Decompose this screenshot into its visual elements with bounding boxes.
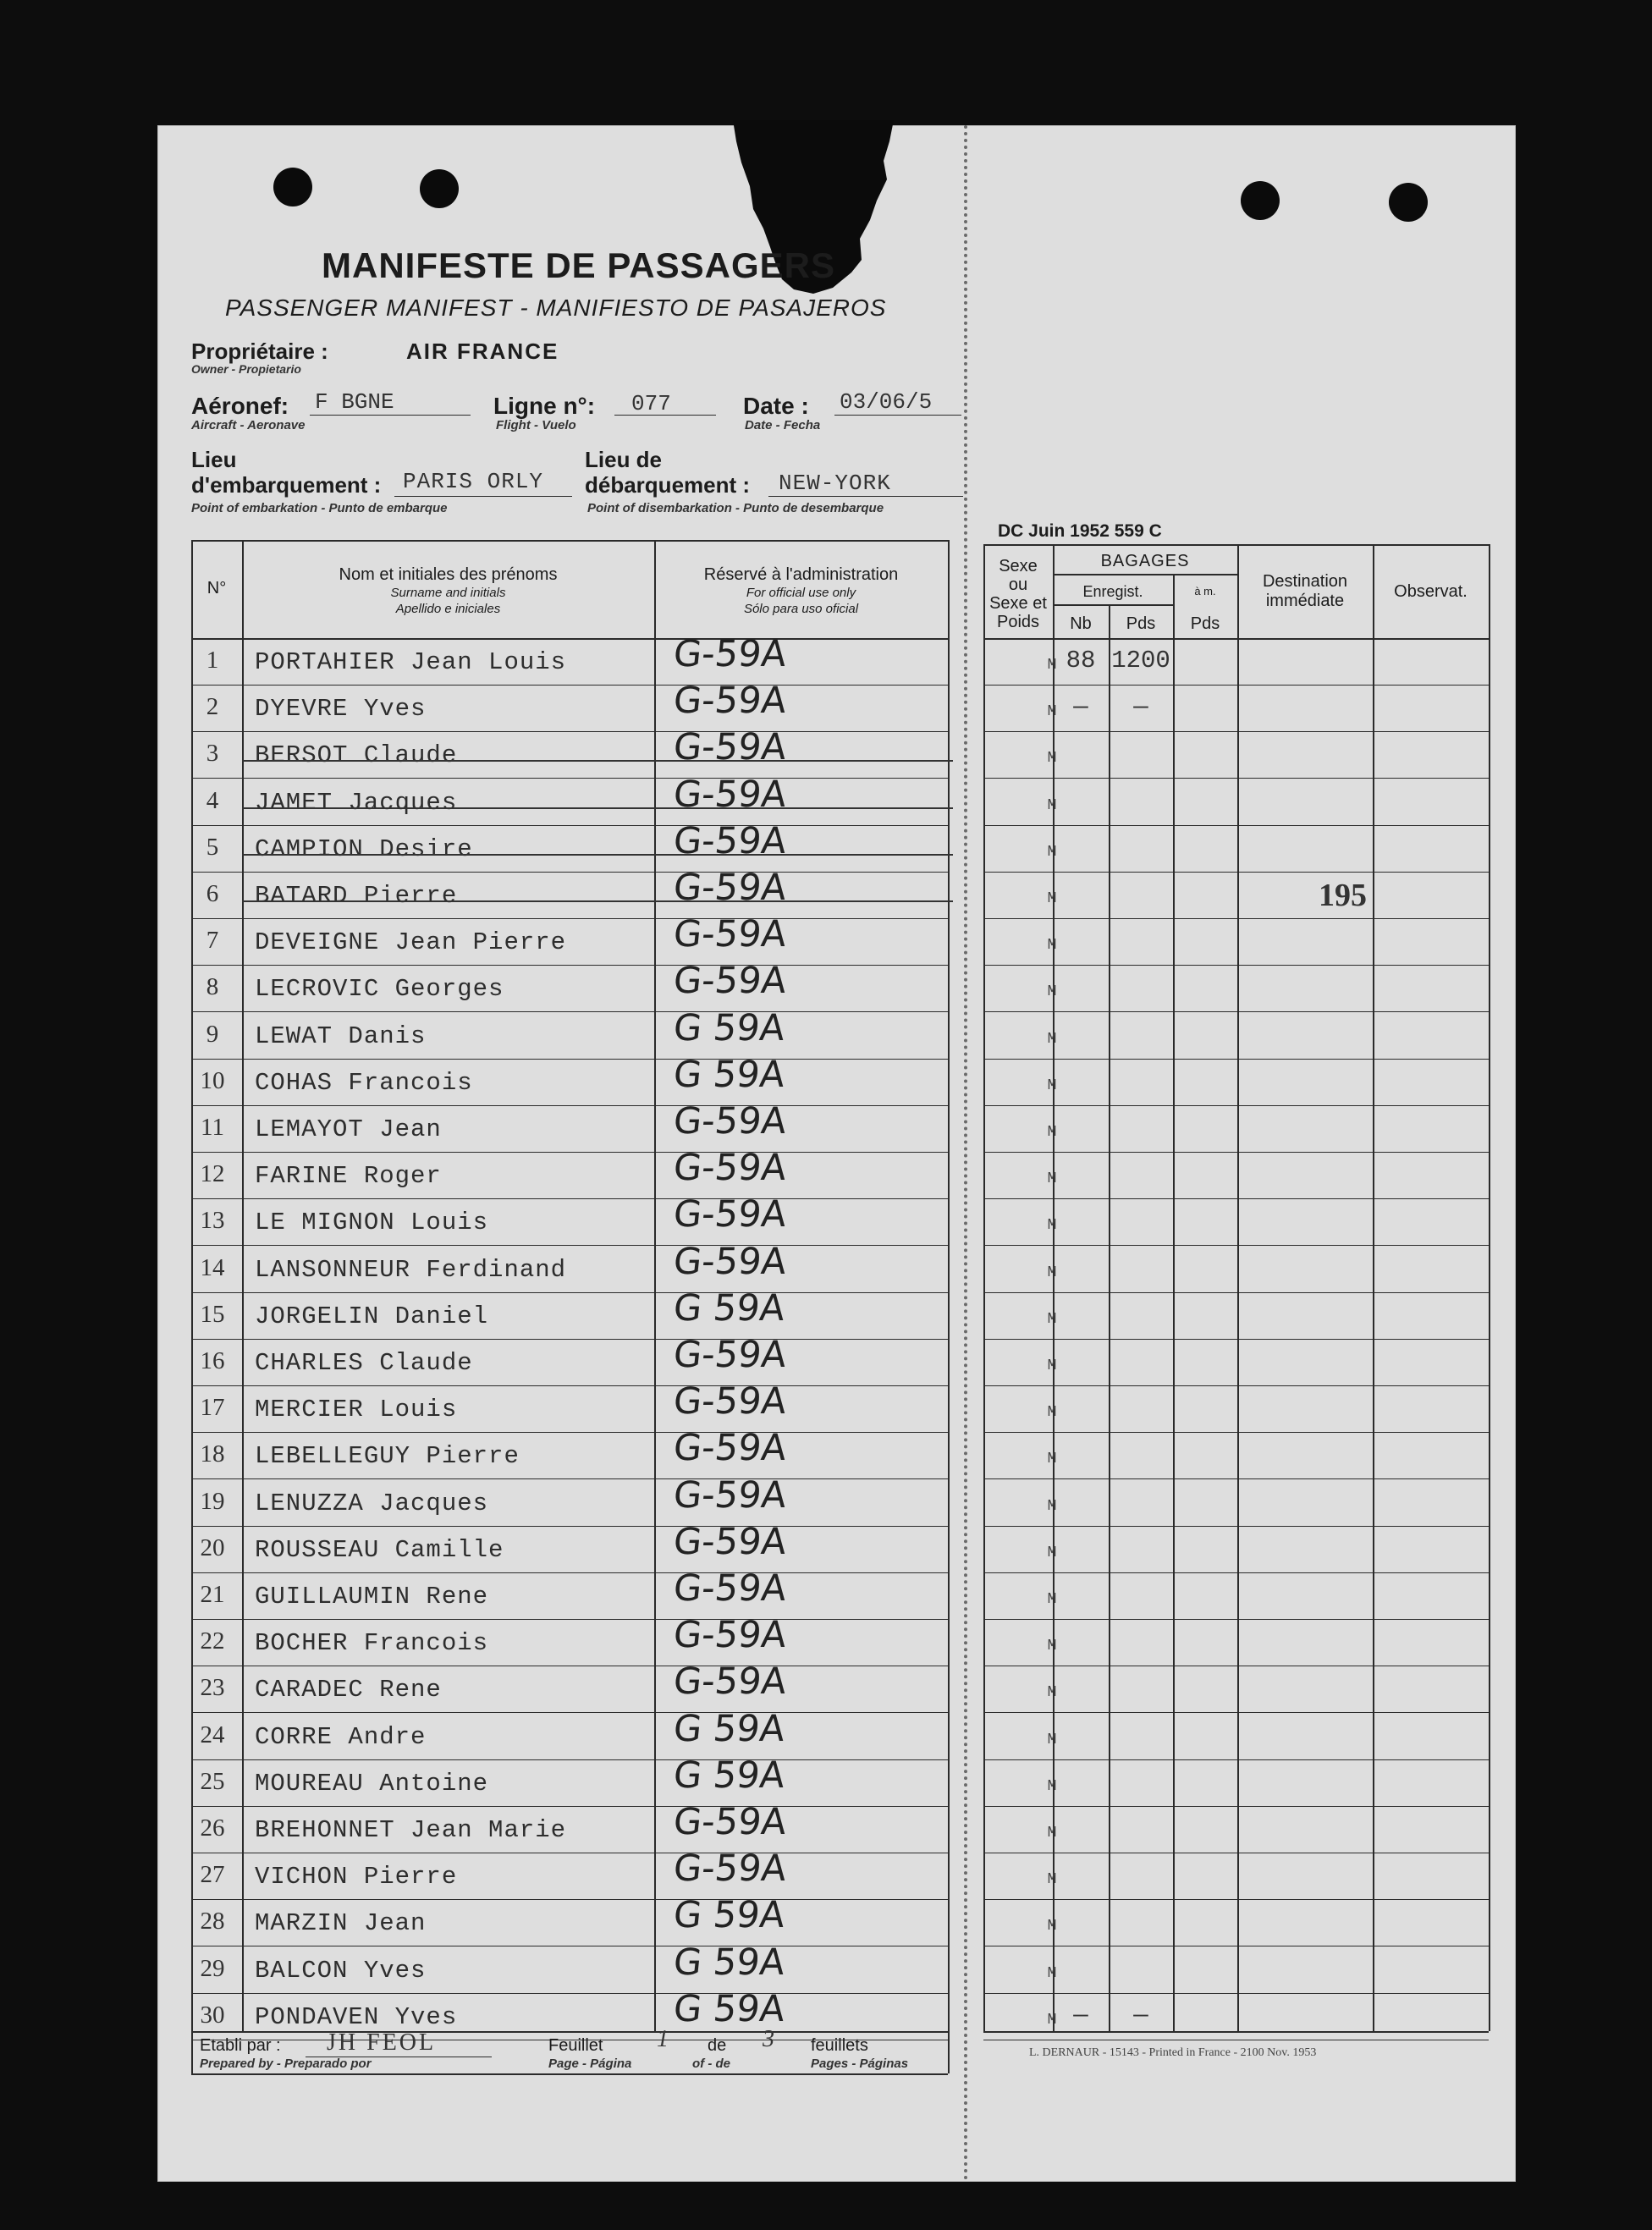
row-line [983,872,1489,873]
header-dest-1: Destination [1262,572,1348,591]
col-line-right [1489,544,1490,2031]
bag-count: — [1073,693,1088,721]
row-number: 28 [200,1908,225,1935]
col-line-nb [1109,604,1110,2031]
passenger-name: PONDAVEN Yves [255,2003,458,2031]
punch-hole-1 [273,168,312,206]
table-row [191,680,1148,730]
reservation-code: G 59A [671,1708,787,1750]
printer-imprint: L. DERNAUR - 15143 - Printed in France - 2100 Nov. 1953 [1029,2046,1317,2059]
reservation-code: G-59A [671,1847,789,1890]
embark-underline [394,496,572,497]
passenger-sex: M [1047,1498,1057,1515]
row-line [983,731,1489,732]
table-row [191,1241,1057,1291]
row-number: 19 [200,1488,225,1515]
owner-value: AIR FRANCE [406,339,559,364]
row-line [983,1619,1489,1620]
passenger-sex: M [1047,1965,1057,1982]
row-number: 29 [200,1955,225,1982]
passenger-sex: M [1047,937,1057,954]
row-line [983,1152,1489,1153]
row-number: 17 [200,1394,225,1421]
header-sex-2: ou [1008,575,1028,594]
row-line [983,825,1489,826]
passenger-name: LEMAYOT Jean [255,1115,442,1143]
passenger-name: BATARD Pierre [255,882,458,910]
reservation-code: G-59A [671,960,789,1002]
header-pds-2: Pds [1190,614,1220,633]
table-row [191,1334,1057,1384]
date-underline [834,415,961,416]
prepared-label: Etabli par : [200,2036,281,2055]
footer-bottom [191,2073,948,2075]
passenger-sex: M [1047,797,1057,814]
row-line [983,1245,1489,1246]
reservation-code: G 59A [671,1007,787,1049]
header-admin-sub1: For official use only [746,586,856,600]
reservation-code: G 59A [671,1894,787,1936]
reservation-code: G-59A [671,1193,789,1236]
row-number: 5 [206,834,219,861]
passenger-name: JAMET Jacques [255,789,458,817]
passenger-sex: M [1047,844,1057,861]
table-row [191,1801,1057,1851]
table-row [191,1474,1057,1524]
row-line [983,1292,1489,1293]
passenger-name: BERSOT Claude [255,741,458,769]
table-row [191,774,1057,823]
row-number: 16 [200,1347,225,1374]
passenger-sex: M [1047,1170,1057,1187]
header-sex-4: Poids [996,613,1040,631]
embark-label-1: Lieu [191,447,237,472]
strike-line [242,807,953,809]
strike-line [242,760,953,762]
row-number: 30 [200,2001,225,2029]
passenger-sex: M [1047,1031,1057,1048]
header-sex-1: Sexe [999,557,1038,575]
passenger-name: BALCON Yves [255,1957,427,1985]
row-number: 9 [206,1021,219,1048]
row-number: 6 [206,880,219,907]
sheets-label: feuillets [811,2036,868,2055]
reservation-code: G-59A [671,680,789,722]
bag-weight: — [1133,2001,1148,2029]
flight-underline [614,415,716,416]
table-row [191,1567,1057,1617]
prepared-value: JH FEOL [327,2029,437,2056]
table-row [191,820,1057,870]
reservation-code: G-59A [671,1427,789,1469]
table-row [191,1147,1057,1197]
passenger-sex: M [1047,2012,1057,2029]
owner-label: Propriétaire : [191,339,328,364]
reservation-code: G-59A [671,1614,789,1656]
passenger-name: LANSONNEUR Ferdinand [255,1256,567,1284]
reservation-code: G-59A [671,820,789,862]
reservation-code: G-59A [671,1334,789,1376]
table-row [191,913,1057,963]
of-label: de [708,2036,727,2055]
row-line [983,1198,1489,1199]
header-observ: Observat. [1394,582,1468,601]
header-enregist: Enregist. [1082,583,1143,600]
passenger-name: LECROVIC Georges [255,975,504,1003]
row-number: 13 [200,1207,225,1234]
row-number: 10 [200,1067,225,1094]
disembark-underline [768,496,963,497]
table-row [191,960,1057,1010]
passenger-sex: M [1047,1638,1057,1655]
row-line [983,1478,1489,1479]
passenger-name: MERCIER Louis [255,1396,458,1423]
punch-hole-3 [1241,181,1280,220]
table-row [191,1660,1057,1710]
reservation-code: G-59A [671,1147,789,1189]
row-number: 18 [200,1440,225,1467]
header-hand: à m. [1194,585,1216,597]
punch-hole-4 [1389,183,1428,222]
aircraft-underline [310,415,471,416]
flight-sub: Flight - Vuelo [496,418,576,432]
row-number: 26 [200,1814,225,1842]
table-row [191,1427,1057,1477]
reservation-code: G 59A [671,1941,787,1984]
row-line [983,965,1489,966]
reservation-code: G-59A [671,1474,789,1517]
row-line [983,1806,1489,1807]
enregist-line [1053,604,1173,606]
table-top-right [983,544,1489,546]
owner-sub: Owner - Propietario [191,362,301,376]
row-number: 14 [200,1254,225,1281]
row-line [983,1712,1489,1713]
disembark-value: NEW-YORK [779,471,891,496]
passenger-sex: M [1047,1217,1057,1234]
row-line [983,1526,1489,1527]
bagages-line [1053,574,1237,575]
table-row [191,1708,1057,1758]
passenger-name: DYEVRE Yves [255,695,427,723]
passenger-sex: M [1047,1077,1057,1094]
row-line [983,918,1489,919]
passenger-sex: M [1047,703,1057,720]
reservation-code: G-59A [671,867,789,909]
col-line-hand [1237,544,1239,2031]
passenger-sex: M [1047,1591,1057,1608]
passenger-name: JORGELIN Daniel [255,1302,489,1330]
embark-value: PARIS ORLY [403,469,544,494]
header-pds: Pds [1126,614,1156,633]
passenger-sex: M [1047,657,1057,674]
header-name-sub1: Surname and initials [390,586,506,600]
passenger-name: BREHONNET Jean Marie [255,1816,567,1844]
header-sex-3: Sexe et [989,594,1047,613]
manifest-sheet [157,125,1516,2182]
col-line-pds [1173,574,1175,2031]
table-row [191,1007,1057,1057]
row-number: 22 [200,1627,225,1655]
passenger-sex: M [1047,1918,1057,1935]
reservation-code: G-59A [671,1521,789,1563]
passenger-sex: M [1047,1124,1057,1141]
passenger-name: MOUREAU Antoine [255,1770,489,1798]
col-line-sex-left [983,544,985,2031]
passenger-name: CORRE Andre [255,1723,427,1751]
passenger-name: GUILLAUMIN Rene [255,1583,489,1611]
passenger-sex: M [1047,1871,1057,1888]
row-line [983,1993,1489,1994]
table-row [191,1521,1057,1571]
header-dest-2: immédiate [1265,592,1345,610]
row-number: 3 [206,740,219,767]
reservation-code: G-59A [671,913,789,955]
row-line [983,1059,1489,1060]
passenger-name: CAMPION Desire [255,835,473,863]
row-number: 2 [206,693,219,720]
strike-line [242,900,953,902]
annotation-number: 195 [1319,878,1367,913]
row-line [983,1572,1489,1573]
row-line [983,685,1489,686]
prepared-sub: Prepared by - Preparado por [200,2057,372,2071]
passenger-name: PORTAHIER Jean Louis [255,648,567,676]
date-value: 03/06/5 [840,389,933,415]
passenger-name: ROUSSEAU Camille [255,1536,504,1564]
row-line [983,1759,1489,1760]
passenger-sex: M [1047,1311,1057,1328]
row-line [983,1432,1489,1433]
reservation-code: G-59A [671,1567,789,1610]
bag-count: — [1073,2001,1088,2029]
embark-label-2: d'embarquement : [191,472,382,498]
table-row [191,1941,1057,1991]
page-title: MANIFESTE DE PASSAGERS [322,245,835,285]
table-row [191,726,1057,776]
passenger-name: CARADEC Rene [255,1676,442,1704]
punch-hole-2 [420,169,459,208]
passenger-sex: M [1047,1732,1057,1748]
header-nb: Nb [1070,614,1092,633]
bag-count: 88 [1066,647,1096,675]
of-value: 3 [763,2026,774,2052]
row-number: 21 [200,1581,225,1608]
row-number: 24 [200,1721,225,1748]
row-line [983,778,1489,779]
row-line [983,1385,1489,1386]
row-line [983,1105,1489,1106]
header-name-sub2: Apellido e iniciales [395,602,501,616]
passenger-name: COHAS Francois [255,1069,473,1097]
row-line [983,1339,1489,1340]
reservation-code: G-59A [671,726,789,768]
row-line [983,1011,1489,1012]
sheet-sub: Page - Página [548,2057,632,2071]
row-number: 4 [206,787,219,814]
sheet-value: 1 [657,2026,669,2052]
table-row [191,1287,1057,1337]
passenger-sex: M [1047,1825,1057,1842]
aircraft-label: Aéronef: [191,393,289,419]
reservation-code: G 59A [671,1287,787,1330]
reservation-code: G-59A [671,1380,789,1423]
table-row [191,867,1057,917]
passenger-sex: M [1047,983,1057,1000]
date-sub: Date - Fecha [745,418,821,432]
table-row [191,1988,1148,2038]
col-line-sex [1053,544,1055,2031]
reservation-code: G 59A [671,1988,787,2030]
row-number: 1 [206,647,219,674]
row-line [983,1899,1489,1900]
row-number: 15 [200,1301,225,1328]
passenger-sex: M [1047,1684,1057,1701]
aircraft-sub: Aircraft - Aeronave [191,418,306,432]
passenger-name: CHARLES Claude [255,1349,473,1377]
passenger-name: LEWAT Danis [255,1022,427,1050]
flight-value: 077 [631,391,671,416]
row-number: 8 [206,973,219,1000]
sheets-sub: Pages - Páginas [811,2057,909,2071]
header-admin-sub2: Sólo para uso oficial [743,602,859,616]
table-row [191,633,1170,683]
reservation-code: G 59A [671,1054,787,1096]
sheet-label: Feuillet [548,2036,603,2055]
reservation-code: G-59A [671,1241,789,1283]
table-row [191,1380,1057,1430]
table-row [191,1614,1057,1664]
bag-weight: 1200 [1111,647,1170,675]
table-row [191,1754,1057,1804]
table-bottom-right [983,2031,1489,2033]
passenger-name: BOCHER Francois [255,1629,489,1657]
reservation-code: G-59A [671,633,789,675]
table-row [191,1100,1057,1150]
header-admin: Réservé à l'administration [703,565,899,584]
passenger-sex: M [1047,750,1057,767]
row-number: 20 [200,1534,225,1561]
passenger-name: DEVEIGNE Jean Pierre [255,928,567,956]
reservation-code: G-59A [671,1801,789,1843]
embark-sub: Point of embarkation - Punto de embarque [191,501,448,515]
passenger-name: LEBELLEGUY Pierre [255,1442,520,1470]
header-no: N° [206,579,227,597]
row-number: 27 [200,1861,225,1888]
passenger-sex: M [1047,1404,1057,1421]
row-number: 23 [200,1674,225,1701]
reservation-code: G-59A [671,1100,789,1143]
bag-weight: — [1133,693,1148,721]
disembark-sub: Point of disembarkation - Punto de desembarque [587,501,884,515]
row-number: 12 [200,1160,225,1187]
col-line-dest [1373,544,1374,2031]
header-name: Nom et initiales des prénoms [339,565,558,584]
passenger-sex: M [1047,1544,1057,1561]
disembark-label-2: débarquement : [585,472,751,498]
row-number: 7 [206,927,219,954]
passenger-sex: M [1047,1357,1057,1374]
of-sub: of - de [692,2057,730,2071]
page-subtitle: PASSENGER MANIFEST - MANIFIESTO DE PASAJEROS [225,295,887,321]
row-number: 25 [200,1768,225,1795]
table-row [191,1847,1057,1897]
disembark-label-1: Lieu de [585,447,663,472]
passenger-name: FARINE Roger [255,1162,442,1190]
table-row [191,1894,1057,1944]
passenger-name: LE MIGNON Louis [255,1209,489,1236]
header-bottom-right [983,638,1489,640]
passenger-name: MARZIN Jean [255,1909,427,1937]
table-top-left [191,540,948,542]
passenger-name: VICHON Pierre [255,1863,458,1891]
row-number: 11 [201,1114,224,1141]
passenger-sex: M [1047,1264,1057,1281]
reservation-code: G-59A [671,1660,789,1703]
passenger-name: LENUZZA Jacques [255,1489,489,1517]
table-row [191,1054,1057,1104]
passenger-sex: M [1047,1778,1057,1795]
form-code: DC Juin 1952 559 C [998,521,1162,541]
table-row [191,1193,1057,1243]
header-bagages: BAGAGES [1100,552,1190,570]
date-label: Date : [743,393,809,419]
passenger-sex: M [1047,1451,1057,1467]
flight-label: Ligne n°: [493,393,596,419]
aircraft-value: F BGNE [315,389,394,415]
reservation-code: G 59A [671,1754,787,1797]
strike-line [242,854,953,856]
passenger-sex: M [1047,890,1057,907]
reservation-code: G-59A [671,774,789,816]
